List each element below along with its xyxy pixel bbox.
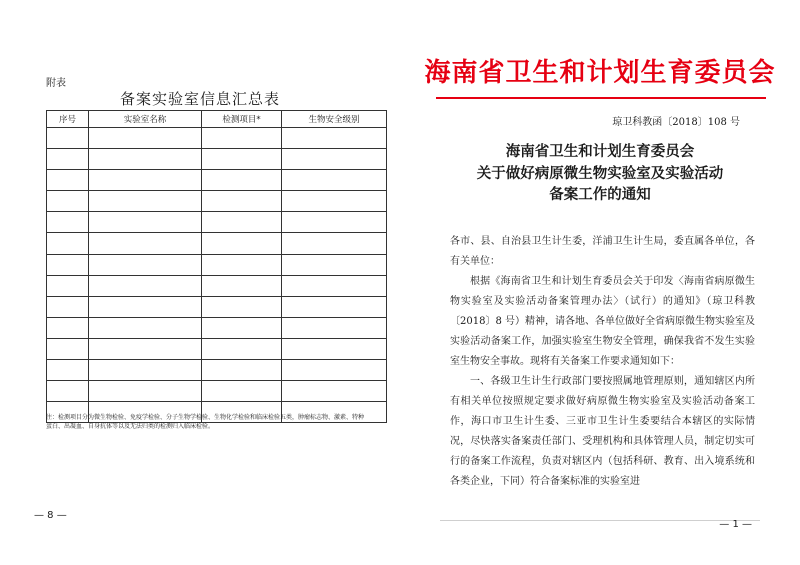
table-cell — [89, 149, 202, 170]
table-row — [47, 317, 387, 338]
table-cell — [202, 296, 282, 317]
table-row — [47, 233, 387, 254]
letterhead: 海南省卫生和计划生育委员会 — [424, 58, 776, 88]
table-cell — [47, 191, 89, 212]
table-cell — [282, 338, 387, 359]
table-header-cell: 实验室名称 — [89, 111, 202, 128]
table-cell — [202, 275, 282, 296]
table-body — [47, 128, 387, 423]
table-cell — [47, 149, 89, 170]
table-row — [47, 191, 387, 212]
table-header-cell: 序号 — [47, 111, 89, 128]
table-cell — [89, 275, 202, 296]
table-cell — [202, 360, 282, 381]
page-number-right: — 1 — — [719, 519, 752, 530]
table-row — [47, 128, 387, 149]
table-cell — [202, 128, 282, 149]
table-cell — [89, 254, 202, 275]
table-cell — [202, 381, 282, 402]
table-cell — [89, 381, 202, 402]
table-cell — [47, 233, 89, 254]
table-cell — [282, 149, 387, 170]
table-row — [47, 296, 387, 317]
letterhead-rule — [436, 97, 766, 99]
table-cell — [202, 233, 282, 254]
table-row — [47, 360, 387, 381]
table-cell — [282, 275, 387, 296]
table-title: 备案实验室信息汇总表 — [119, 90, 280, 108]
table-cell — [282, 254, 387, 275]
table-header-cell: 检测项目* — [202, 111, 282, 128]
table-cell — [47, 338, 89, 359]
table-row — [47, 275, 387, 296]
table-cell — [282, 191, 387, 212]
paragraph: 根据《海南省卫生和计划生育委员会关于印发〈海南省病原微生物实验室及实验活动备案管理办法〉（试行）的通知》（琼卫科教〔2018〕8 号）精神，请各地、各单位做好全省病原微生物实验室及实验活动备案工作，加强实验室生物安全管理，确保我省不发生实验室生物安全事故。现将有关备案工作要求通知如下： — [450, 276, 755, 367]
table-cell — [89, 296, 202, 317]
table-cell — [282, 128, 387, 149]
title-line: 关于做好病原微生物实验室及实验活动 — [476, 164, 724, 182]
attachment-label: 附表 — [46, 78, 66, 89]
right-page — [400, 0, 800, 565]
table-header-cell: 生物安全级别 — [282, 111, 387, 128]
table-cell — [202, 191, 282, 212]
table-cell — [282, 233, 387, 254]
table-cell — [89, 233, 202, 254]
table-cell — [202, 212, 282, 233]
title-line: 海南省卫生和计划生育委员会 — [505, 143, 695, 160]
table-note: 注：检测项目分为微生物检验、免疫学检验、分子生物学检验、生物化学检验和临床检验五类，肿瘤标志物、激素、特种蛋白、出凝血、自身抗体等以及无法归类的检测归入临床检验。 — [46, 414, 365, 430]
addressee: 各市、县、自治县卫生计生委，洋浦卫生计生局，委直属各单位，各有关单位： — [450, 236, 755, 267]
table-cell — [202, 317, 282, 338]
table-row — [47, 381, 387, 402]
table-row — [47, 338, 387, 359]
table-cell — [89, 338, 202, 359]
table-cell — [47, 275, 89, 296]
table-cell — [89, 170, 202, 191]
lab-summary-table — [46, 110, 387, 423]
table-cell — [47, 254, 89, 275]
table-header-row — [47, 111, 387, 128]
table-cell — [47, 296, 89, 317]
table-cell — [282, 170, 387, 191]
table-cell — [47, 128, 89, 149]
table-row — [47, 254, 387, 275]
table-cell — [47, 212, 89, 233]
table-cell — [47, 317, 89, 338]
table-cell — [282, 317, 387, 338]
table-cell — [89, 128, 202, 149]
table-row — [47, 170, 387, 191]
page-number-left: — 8 — — [34, 510, 67, 521]
table-cell — [282, 360, 387, 381]
table-cell — [47, 360, 89, 381]
body-text — [450, 232, 755, 492]
table-cell — [47, 170, 89, 191]
title-line: 备案工作的通知 — [549, 186, 651, 203]
table-cell — [202, 338, 282, 359]
table-cell — [202, 149, 282, 170]
table-cell — [47, 381, 89, 402]
table-cell — [282, 296, 387, 317]
table-cell — [89, 317, 202, 338]
table-cell — [202, 254, 282, 275]
document-number: 琼卫科教函〔2018〕108 号 — [612, 117, 740, 128]
table-cell — [202, 170, 282, 191]
paragraph: 一、各级卫生计生行政部门要按照属地管理原则，通知辖区内所有相关单位按照规定要求做好病原微生物实验室及实验活动备案工作，海口市卫生计生委、三亚市卫生计生委要结合本辖区的实际情况，尽快落实备案责任部门、受理机构和具体管理人员，制定切实可行的备案工作流程，负责对辖区内（包括科研、教育、出入境系统和各类企业，下同）符合备案标准的实验室进 — [450, 376, 755, 487]
table-row — [47, 149, 387, 170]
table-cell — [89, 360, 202, 381]
table-cell — [282, 212, 387, 233]
table-row — [47, 212, 387, 233]
document-title — [400, 141, 800, 206]
table-cell — [282, 381, 387, 402]
table-cell — [89, 212, 202, 233]
table-cell — [89, 191, 202, 212]
footer-rule — [440, 520, 760, 521]
